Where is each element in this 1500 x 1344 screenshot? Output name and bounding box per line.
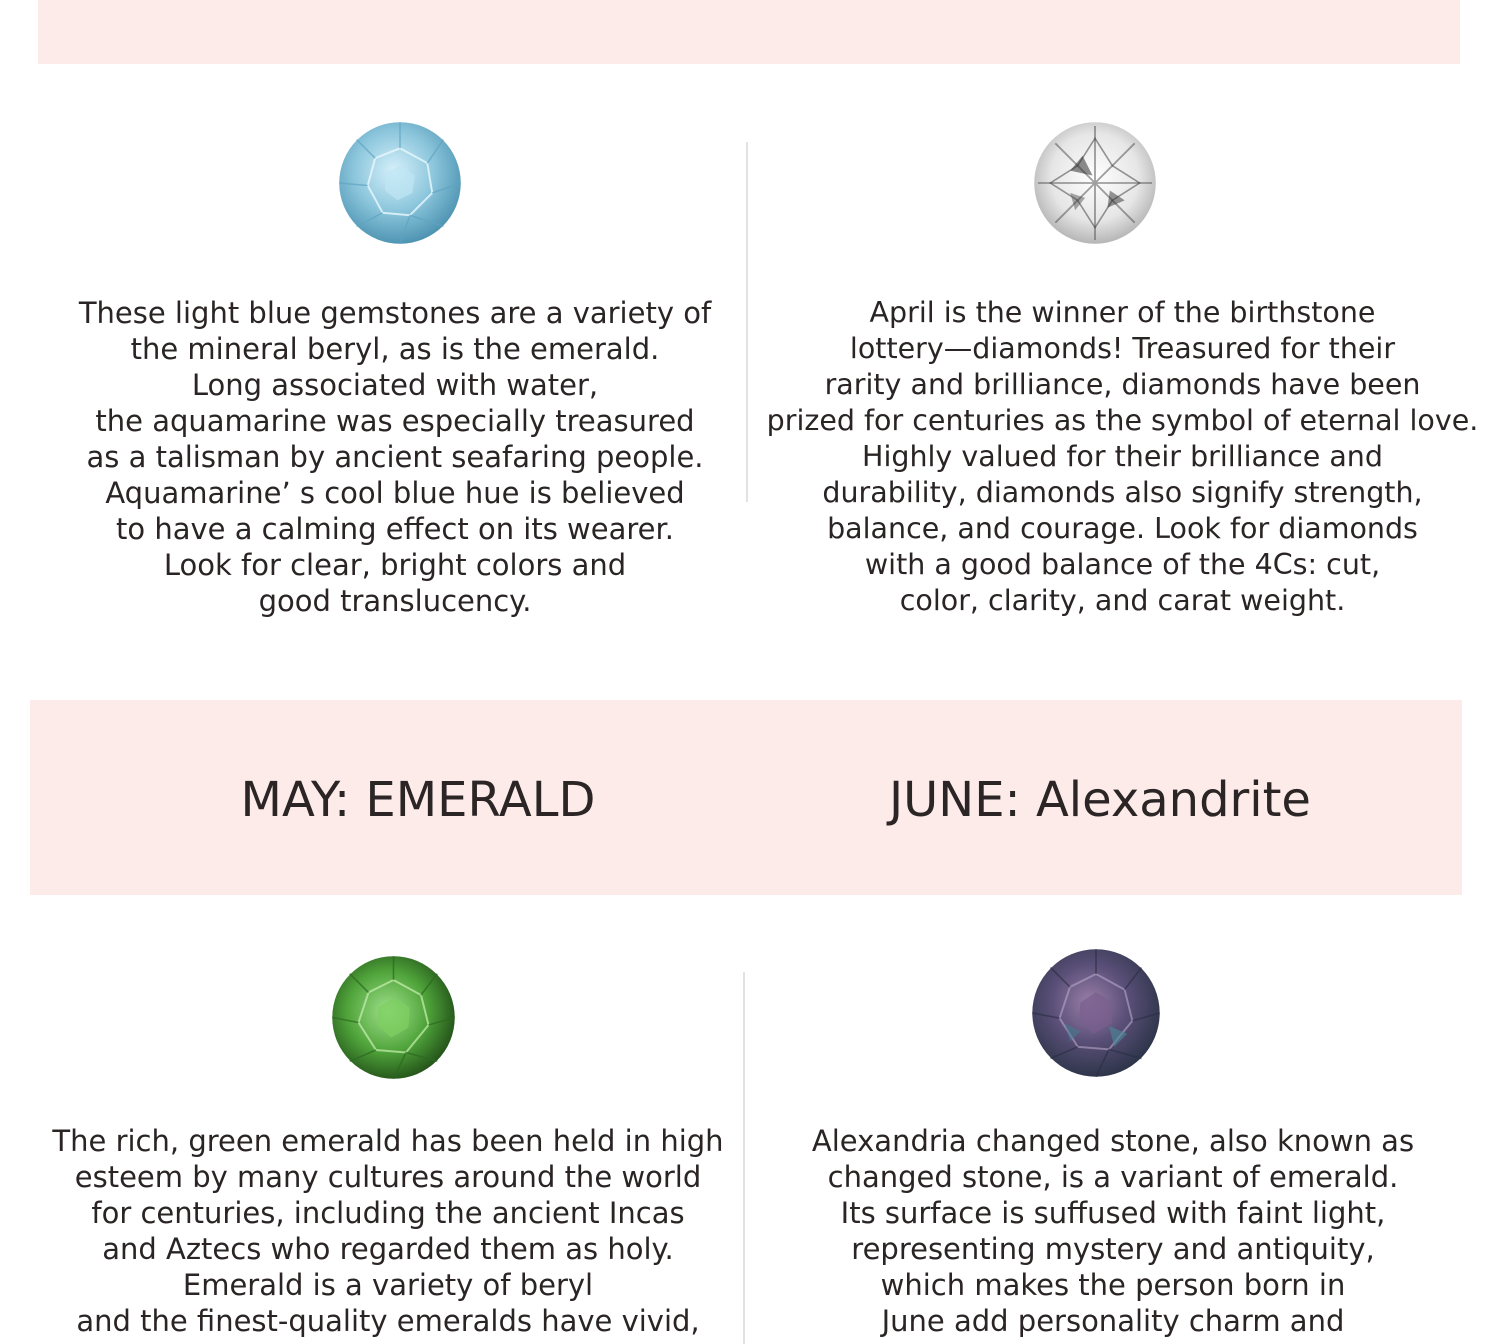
emerald-gem-icon (331, 955, 456, 1080)
emerald-description: The rich, green emerald has been held in high esteem by many cultures around the world for centuries, including the ancient Incas and Aztecs who regarded them as holy. Emerald is a variety of beryl and the finest-quality emeralds have vivid, (52, 1124, 724, 1338)
diamond-gem-icon (1033, 121, 1157, 245)
aquamarine-description: These light blue gemstones are a variety of the mineral beryl, as is the emerald. Long associated with water, the aquamarine was especially treasured as a talisman by ancient seafaring people. Aquamarine’ s cool blue hue is believed to have a calming effect on its wearer. Look for clear, bright colors and good translucency. (78, 296, 712, 618)
may-heading: MAY: EMERALD (240, 772, 596, 828)
aquamarine-gem-icon (338, 121, 462, 245)
alexandrite-gem-icon (1031, 948, 1161, 1078)
alexandrite-description: Alexandria changed stone, also known as changed stone, is a variant of emerald. Its surface is suffused with faint light, representing mystery and antiquity, which makes the person born in June add personality charm and (811, 1124, 1415, 1338)
diamond-description: April is the winner of the birthstone lottery—diamonds! Treasured for their rarity and brilliance, diamonds have been prized for centuries as the symbol of eternal love. Highly valued for their brilliance and durability, diamonds also signify strength, balance, and courage. Look for diamonds with a good balance of the 4Cs: cut, color, clarity, and carat weight. (766, 296, 1479, 617)
june-heading: JUNE: Alexandrite (889, 772, 1311, 828)
top-header-band (38, 0, 1460, 64)
